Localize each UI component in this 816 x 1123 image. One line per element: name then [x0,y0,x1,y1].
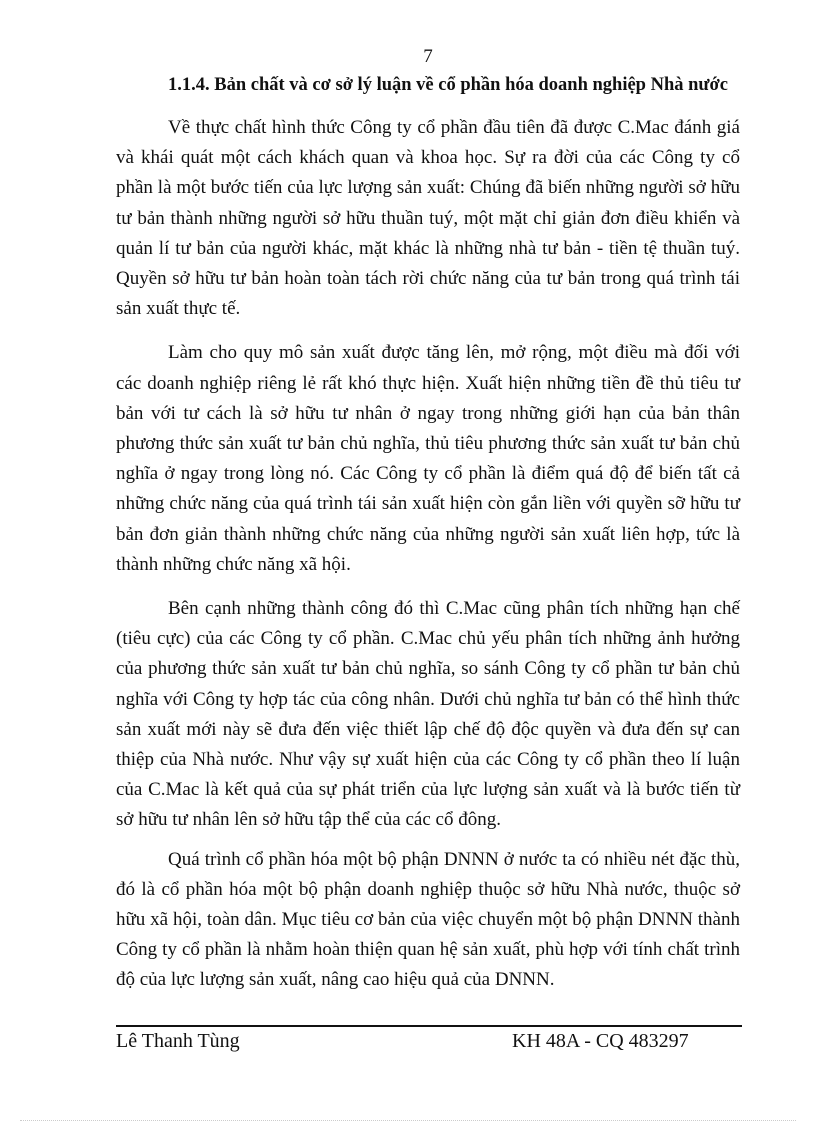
paragraph-2: Làm cho quy mô sản xuất được tăng lên, mở rộng, một điều mà đối với các doanh nghiệp riêng lẻ rất khó thực hiện. Xuất hiện những tiền đề thủ tiêu tư bản với tư cách là sở hữu tư nhân ở ngay trong những giới hạn của bản thân phương thức sản xuất tư bản chủ nghĩa, thủ tiêu phương thức sản xuất tư bản chủ nghĩa ở ngay trong lòng nó. Các Công ty cổ phần là điểm quá độ để biến tất cả những chức năng của quá trình tái sản xuất hiện còn gắn liền với quyền sỡ hữu tư bản đơn giản thành những chức năng của những người sản xuất liên hợp, tức là thành những chức năng xã hội. [116,342,740,575]
document-body [116,70,740,996]
footer-author: Lê Thanh Tùng [116,1030,240,1052]
footer-divider [116,1025,742,1027]
paragraph-3: Bên cạnh những thành công đó thì C.Mac cũng phân tích những hạn chế (tiêu cực) của các Công ty cổ phần. C.Mac chủ yếu phân tích những ảnh hưởng của phương thức sản xuất tư bản chủ nghĩa, so sánh Công ty cổ phần tư bản chủ nghĩa với Công ty hợp tác của công nhân. Dưới chủ nghĩa tư bản có thể hình thức sản xuất mới này sẽ đưa đến việc thiết lập chế độ độc quyền và đưa đến sự can thiệp của Nhà nước. Như vậy sự xuất hiện của các Công ty cổ phần theo lí luận của C.Mac là kết quả của sự phát triển của lực lượng sản xuất và là bước tiến từ sở hữu tư nhân lên sở hữu tập thể của các cổ đông. [116,598,740,831]
section-heading: 1.1.4. Bản chất và cơ sở lý luận về cổ phần hóa doanh nghiệp Nhà nước [168,75,728,95]
page-number: 7 [423,46,433,67]
paragraph-4: Quá trình cổ phần hóa một bộ phận DNNN ở nước ta có nhiều nét đặc thù, đó là cổ phần hóa một bộ phận doanh nghiệp thuộc sở hữu Nhà nước, thuộc sở hữu xã hội, toàn dân. Mục tiêu cơ bản của việc chuyển một bộ phận DNNN thành Công ty cổ phần là nhằm hoàn thiện quan hệ sản xuất, phù hợp với tính chất trình độ của lực lượng sản xuất, nâng cao hiệu quả của DNNN. [116,848,740,991]
page-bottom-edge [20,1120,796,1121]
footer-class-id: KH 48A - CQ 483297 [512,1030,689,1052]
paragraph-1: Về thực chất hình thức Công ty cổ phần đầu tiên đã được C.Mac đánh giá và khái quát một cách khách quan và khoa học. Sự ra đời của các Công ty cổ phần là một bước tiến của lực lượng sản xuất: Chúng đã biến những người sở hữu tư bản thành những người sở hữu thuần tuý, một mặt chỉ giản đơn điều khiển và quản lí tư bản của người khác, mặt khác là những nhà tư bản - tiền tệ thuần tuý. Quyền sở hữu tư bản hoàn toàn tách rời chức năng của tư bản trong quá trình tái sản xuất thực tế. [116,117,740,320]
